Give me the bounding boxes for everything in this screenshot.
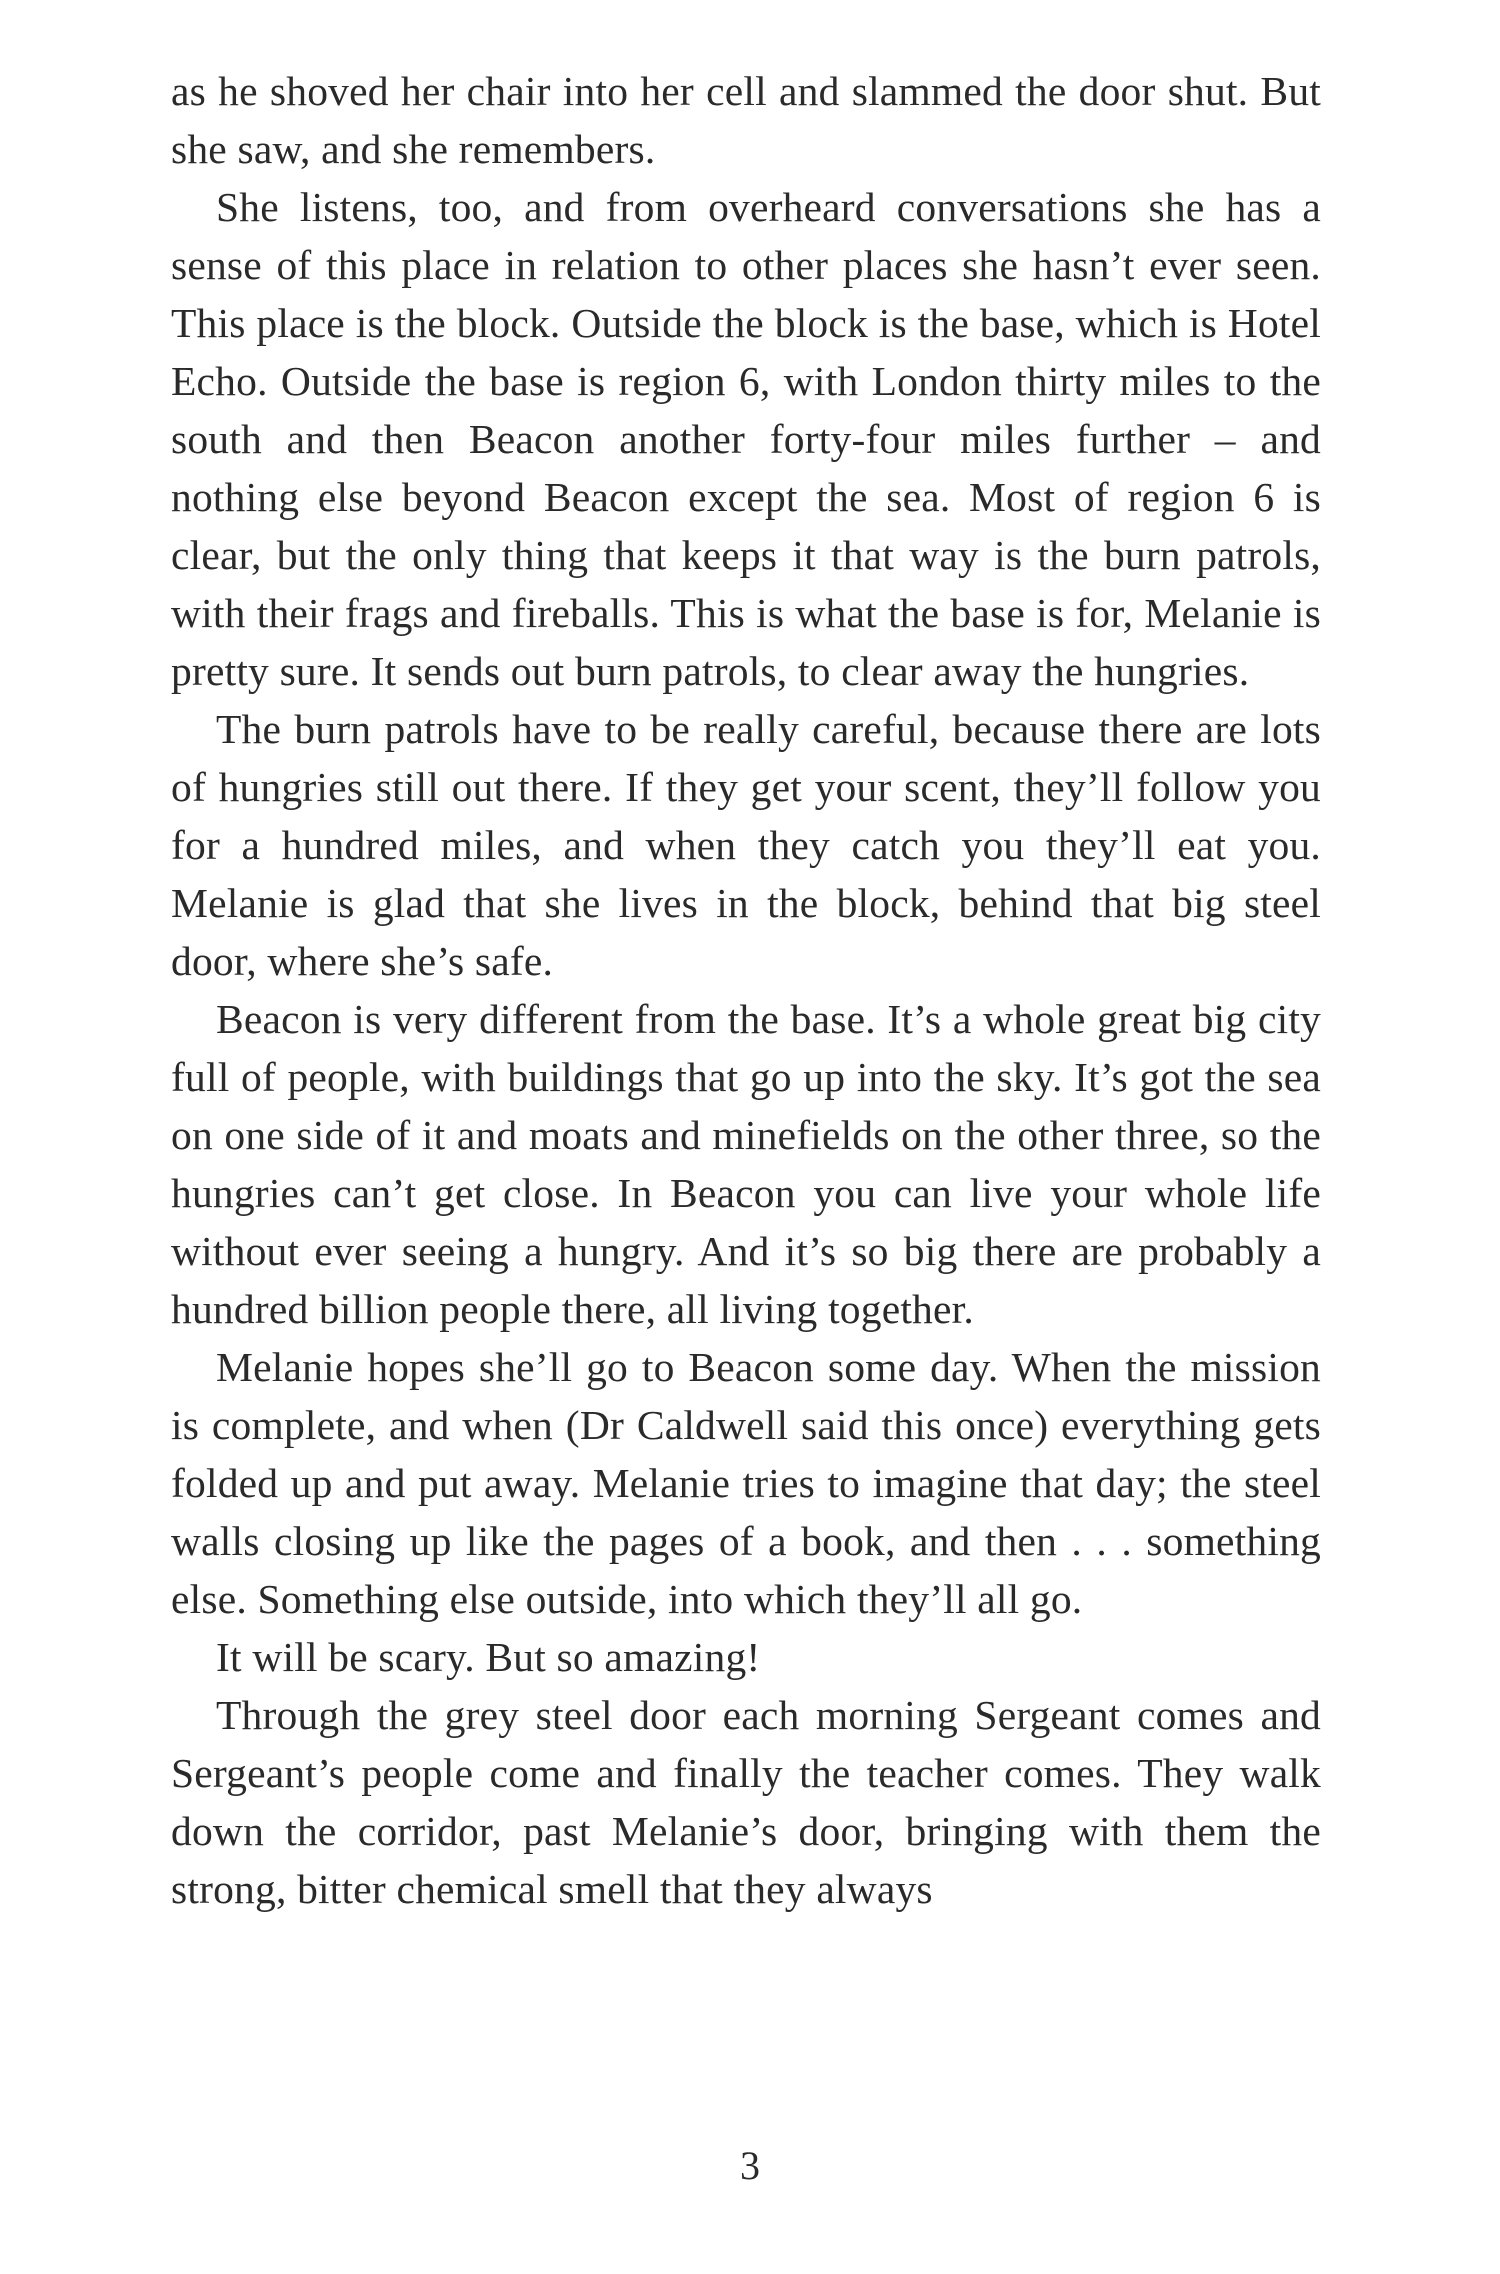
paragraph: Through the grey steel door each morning Sergeant comes and Sergeant’s people come and finally the teacher comes. They walk down the corridor, past Melanie’s door, bringing with them the strong, bitter chemical smell that they always [171,1692,1321,1912]
body-text [171,62,1321,1918]
paragraph: Beacon is very different from the base. It’s a whole great big city full of people, with buildings that go up into the sky. It’s got the sea on one side of it and moats and minefields on the other three, so the hungries can’t get close. In Beacon you can live your whole life without ever seeing a hungry. And it’s so big there are probably a hundred billion people there, all living together. [171,996,1321,1332]
paragraph: It will be scary. But so amazing! [216,1634,761,1680]
paragraph: Melanie hopes she’ll go to Beacon some day. When the mission is complete, and when (Dr Caldwell said this once) everything gets folded up and put away. Melanie tries to imagine that day; the steel walls closing up like the pages of a book, and then . . . something else. Something else outside, into which they’ll all go. [171,1344,1321,1622]
paragraph: The burn patrols have to be really careful, because there are lots of hungries still out there. If they get your scent, they’ll follow you for a hundred miles, and when they catch you they’ll eat you. Melanie is glad that she lives in the block, behind that big steel door, where she’s safe. [171,706,1321,984]
page-number: 3 [740,2143,760,2188]
paragraph: She listens, too, and from overheard conversations she has a sense of this place in relation to other places she hasn’t ever seen. This place is the block. Outside the block is the base, which is Hotel Echo. Outside the base is region 6, with London thirty miles to the south and then Beacon another forty-four miles further – and nothing else beyond Beacon except the sea. Most of region 6 is clear, but the only thing that keeps it that way is the burn patrols, with their frags and fireballs. This is what the base is for, Melanie is pretty sure. It sends out burn patrols, to clear away the hungries. [171,184,1321,694]
paragraph: as he shoved her chair into her cell and slammed the door shut. But she saw, and she remembers. [171,68,1321,172]
